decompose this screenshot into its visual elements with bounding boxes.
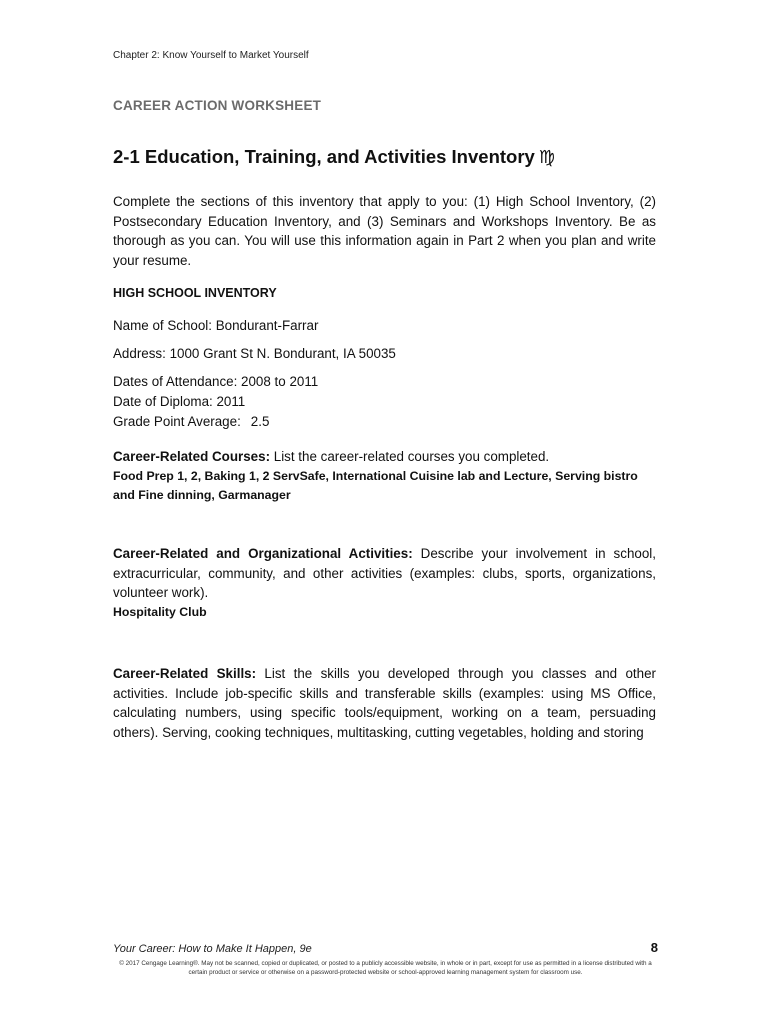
activities-prompt xyxy=(113,544,656,603)
skills-heading: Career-Related Skills: xyxy=(113,666,257,681)
chapter-header: Chapter 2: Know Yourself to Market Yourself xyxy=(113,50,309,61)
school-name-field: Name of School: Bondurant-Farrar xyxy=(113,318,319,333)
skills-section xyxy=(113,664,656,742)
page-number: 8 xyxy=(650,940,658,955)
gpa-value: 2.5 xyxy=(250,414,270,429)
clipboard-pen-icon: ♍ xyxy=(538,147,555,168)
book-title: Your Career: How to Make It Happen, 9e xyxy=(113,943,312,955)
skills-prompt xyxy=(113,664,656,742)
courses-heading: Career-Related Courses: xyxy=(113,449,271,464)
intro-paragraph: Complete the sections of this inventory that apply to you: (1) High School Inventory, (2) Postsecondary Education Inventory, and (3) Seminars and Workshops Inventory. Be as thorough as you can. You will use this information again in Part 2 when you plan and write your resume. xyxy=(113,194,656,268)
diploma-date-field: Date of Diploma: 2011 xyxy=(113,394,246,409)
high-school-heading: HIGH SCHOOL INVENTORY xyxy=(113,286,277,300)
courses-prompt xyxy=(113,447,656,467)
activities-section xyxy=(113,544,658,622)
skills-instructions: List the skills you developed through you classes and other activities. Include job-specific skills and transferable skills (examples: using MS Office, calculating numbers, using specific tools/equipment, working on a team, persuading others). Serving, cooking techniques, multitasking, cutting vegetables, holding and storing xyxy=(113,666,657,740)
page-title xyxy=(113,146,555,168)
courses-instructions: List the career-related courses you completed. xyxy=(270,449,550,464)
attendance-dates-field: Dates of Attendance: 2008 to 2011 xyxy=(113,374,319,389)
copyright-notice: © 2017 Cengage Learning®. May not be scanned, copied or duplicated, or posted to a publicly accessible website, in whole or in part, except for use as permitted in a license distributed with a certain product or service or otherwise on a password-protected website or school-approved learning management system for classroom use. xyxy=(119,960,652,976)
section-label: CAREER ACTION WORKSHEET xyxy=(113,98,322,113)
courses-section xyxy=(113,447,658,506)
activities-answer: Hospitality Club xyxy=(113,604,207,619)
footer xyxy=(113,940,658,955)
activities-instructions: Describe your involvement in school, extracurricular, community, and other activities (examples: clubs, sports, organizations, volunteer work). xyxy=(113,546,656,600)
gpa-field xyxy=(113,412,269,432)
address-field: Address: 1000 Grant St N. Bondurant, IA 50035 xyxy=(113,346,396,361)
courses-answer: Food Prep 1, 2, Baking 1, 2 ServSafe, International Cuisine lab and Lecture, Serving bistro and Fine dinning, Garmanager xyxy=(113,468,638,502)
activities-heading: Career-Related and Organizational Activities: xyxy=(113,546,413,561)
page-title-text: 2-1 Education, Training, and Activities Inventory xyxy=(113,146,535,167)
gpa-label: Grade Point Average: xyxy=(113,414,241,429)
